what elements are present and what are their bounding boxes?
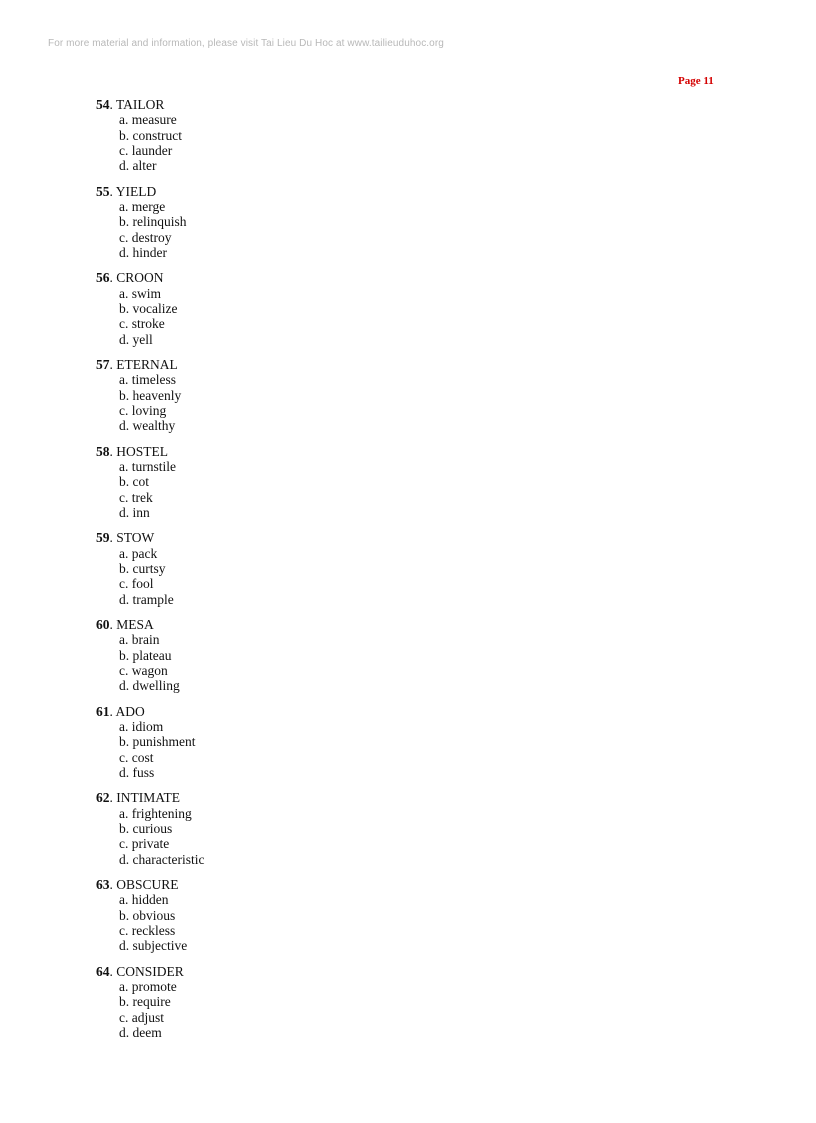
question-number: 63	[96, 877, 110, 893]
question-word: HOSTEL	[116, 443, 168, 459]
question-number: 54	[96, 97, 110, 112]
question-heading: 57. ETERNAL	[96, 357, 178, 373]
option-d: d. characteristic	[119, 851, 205, 867]
option-b: b. obvious	[119, 907, 176, 923]
option-d: d. inn	[119, 504, 150, 520]
option-c: c. launder	[119, 142, 173, 158]
option-b: b. punishment	[119, 734, 196, 750]
option-d: d. alter	[119, 158, 157, 174]
question-word: INTIMATE	[116, 790, 180, 806]
question-number: 56	[96, 270, 110, 286]
option-d: d. deem	[119, 1024, 162, 1040]
question-word: YIELD	[115, 183, 157, 199]
option-list	[96, 546, 204, 607]
option-c: c. cost	[119, 749, 154, 765]
option-c: c. trek	[119, 489, 153, 505]
option-list	[96, 286, 204, 347]
question-heading: 64. CONSIDER	[96, 963, 184, 979]
option-list	[96, 892, 204, 953]
option-a: a. swim	[119, 285, 161, 301]
option-list	[96, 199, 204, 260]
option-d: d. subjective	[119, 938, 188, 954]
option-c: c. stroke	[119, 316, 165, 332]
question-word: CROON	[116, 270, 164, 286]
question-word: ADO	[115, 703, 145, 719]
question-item	[96, 97, 204, 173]
option-a: a. hidden	[119, 892, 169, 908]
question-item	[96, 270, 204, 346]
option-c: c. wagon	[119, 662, 168, 678]
question-item	[96, 964, 204, 1040]
question-item	[96, 617, 204, 693]
option-a: a. frightening	[119, 805, 192, 821]
option-d: d. wealthy	[119, 418, 176, 434]
option-b: b. require	[119, 994, 171, 1010]
page-number: Page 11	[678, 75, 714, 87]
question-heading: 58. HOSTEL	[96, 443, 168, 459]
option-a: a. pack	[119, 545, 158, 561]
question-item	[96, 184, 204, 260]
option-list	[96, 112, 204, 173]
question-number: 60	[96, 617, 110, 633]
question-word: TAILOR	[116, 97, 165, 112]
question-heading: 60. MESA	[96, 617, 154, 633]
option-list	[96, 372, 204, 433]
option-d: d. hinder	[119, 244, 167, 260]
option-b: b. plateau	[119, 647, 172, 663]
option-list	[96, 719, 204, 780]
question-heading: 56. CROON	[96, 270, 164, 286]
question-word: STOW	[116, 530, 155, 546]
question-number: 59	[96, 530, 110, 546]
question-word: MESA	[116, 617, 154, 633]
option-a: a. turnstile	[119, 458, 176, 474]
option-a: a. merge	[119, 198, 166, 214]
question-heading: 63. OBSCURE	[96, 877, 179, 893]
question-number: 62	[96, 790, 110, 806]
option-d: d. dwelling	[119, 678, 180, 694]
option-b: b. cot	[119, 474, 149, 490]
option-b: b. heavenly	[119, 387, 182, 403]
option-c: c. adjust	[119, 1009, 164, 1025]
question-number: 58	[96, 443, 110, 459]
option-b: b. relinquish	[119, 214, 187, 230]
question-word: OBSCURE	[116, 877, 179, 893]
question-heading: 59. STOW	[96, 530, 155, 546]
question-item	[96, 530, 204, 606]
question-heading: 61. ADO	[96, 703, 145, 719]
option-c: c. loving	[119, 402, 167, 418]
question-item	[96, 877, 204, 953]
option-list	[96, 806, 204, 867]
option-d: d. yell	[119, 331, 153, 347]
option-b: b. curtsy	[119, 560, 166, 576]
option-list	[96, 632, 204, 693]
option-c: c. private	[119, 836, 170, 852]
question-heading: 62. INTIMATE	[96, 790, 180, 806]
option-b: b. construct	[119, 127, 182, 143]
option-list	[96, 979, 204, 1040]
question-list	[96, 97, 204, 1050]
question-number: 64	[96, 963, 110, 979]
option-c: c. fool	[119, 576, 154, 592]
option-list	[96, 459, 204, 520]
question-heading: 54. TAILOR	[96, 97, 165, 112]
question-word: CONSIDER	[116, 963, 184, 979]
option-d: d. trample	[119, 591, 174, 607]
option-c: c. reckless	[119, 922, 176, 938]
question-number: 55	[96, 183, 110, 199]
question-item	[96, 444, 204, 520]
question-number: 61	[96, 703, 110, 719]
option-a: a. idiom	[119, 719, 164, 734]
question-word: ETERNAL	[116, 357, 178, 373]
option-a: a. brain	[119, 632, 160, 648]
option-a: a. promote	[119, 979, 177, 995]
option-b: b. vocalize	[119, 300, 178, 316]
option-a: a. timeless	[119, 372, 176, 388]
question-item	[96, 790, 204, 866]
question-number: 57	[96, 357, 110, 373]
option-c: c. destroy	[119, 229, 172, 245]
option-a: a. measure	[119, 112, 177, 128]
option-d: d. fuss	[119, 764, 155, 780]
question-item	[96, 357, 204, 433]
watermark-text: For more material and information, please visit Tai Lieu Du Hoc at www.tailieuduhoc.org	[48, 38, 444, 49]
question-heading: 55. YIELD	[96, 183, 157, 199]
question-item	[96, 704, 204, 780]
option-b: b. curious	[119, 820, 173, 836]
